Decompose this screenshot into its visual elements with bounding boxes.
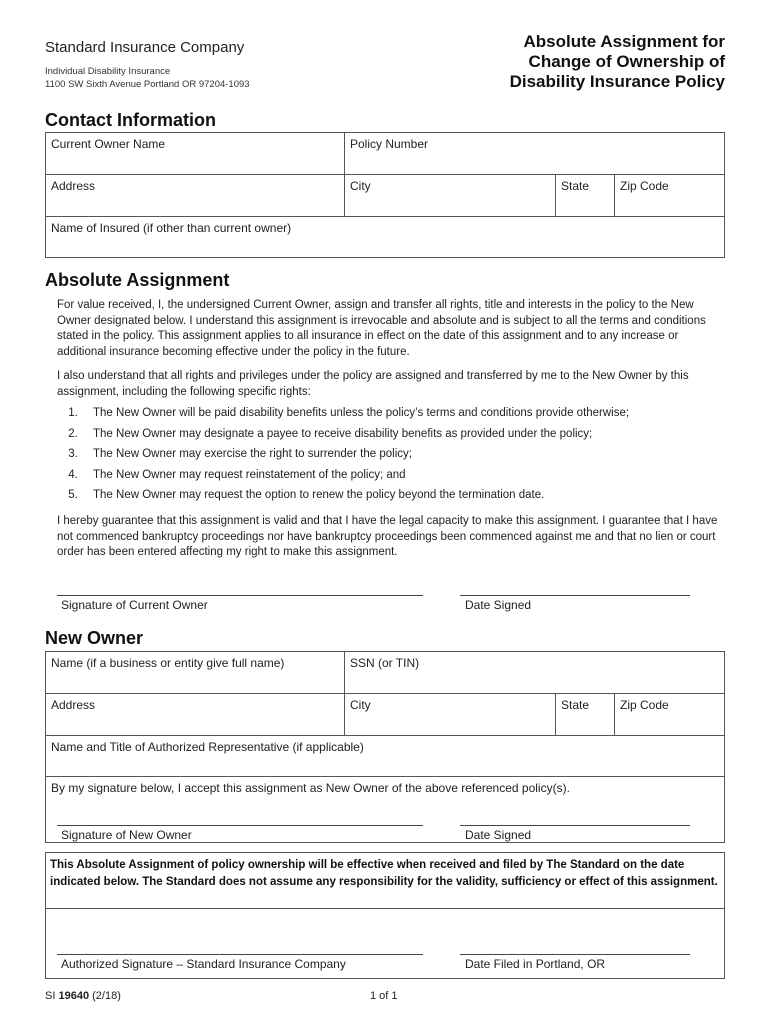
- rights-list: [57, 407, 723, 510]
- new-owner-date-line[interactable]: [460, 825, 690, 826]
- current-owner-signature-line[interactable]: [57, 595, 423, 596]
- assignment-paragraph-2: I also understand that all rights and privileges under the policy are assigned and transferred by me to the New Owner by this assignment, including the following specific rights:: [57, 370, 689, 398]
- current-owner-date-line[interactable]: [460, 595, 690, 596]
- authorized-signature-line[interactable]: [57, 954, 423, 955]
- current-owner-signature-label: Signature of Current Owner: [61, 598, 208, 612]
- owner-zip-field[interactable]: Zip Code: [614, 174, 725, 217]
- list-number: 4.: [68, 468, 78, 481]
- list-text: The New Owner will be paid disability benefits unless the policy’s terms and conditions provide otherwise;: [93, 407, 630, 419]
- list-number: 2.: [68, 427, 78, 440]
- list-number: 3.: [68, 448, 78, 460]
- policy-number-field[interactable]: Policy Number: [344, 132, 725, 175]
- company-name: Standard Insurance Company: [45, 39, 245, 56]
- assignment-paragraph-3: I hereby guarantee that this assignment is valid and that I have the legal capacity to make this assignment. I guarantee that I have not commenced bankruptcy proceedings nor have bankruptcy proceedings been commenced against me and that no lien or court order has been entered affecting my right to make this assignment.: [57, 515, 718, 558]
- new-owner-ssn-field[interactable]: SSN (or TIN): [344, 651, 725, 694]
- authorized-signature-label: Authorized Signature – Standard Insurance Company: [61, 957, 346, 971]
- form-title: [425, 32, 725, 92]
- contact-heading: Contact Information: [45, 110, 216, 130]
- form-date: (2/18): [92, 990, 121, 1002]
- list-text: The New Owner may request the option to renew the policy beyond the termination date.: [93, 489, 545, 501]
- assignment-heading: Absolute Assignment: [45, 270, 230, 290]
- date-filed-label: Date Filed in Portland, OR: [465, 957, 606, 971]
- new-owner-date-label: Date Signed: [465, 828, 532, 842]
- new-owner-signature-line[interactable]: [57, 825, 423, 826]
- form-title-line: Disability Insurance Policy: [509, 72, 725, 91]
- list-item: [57, 469, 723, 490]
- insured-name-field[interactable]: Name of Insured (if other than current owner): [45, 216, 725, 258]
- company-address: 1100 SW Sixth Avenue Portland OR 97204-1093: [45, 79, 250, 90]
- form-title-line: Absolute Assignment for: [523, 32, 725, 51]
- form-title-line: Change of Ownership of: [528, 52, 725, 71]
- list-text: The New Owner may request reinstatement of the policy; and: [93, 468, 406, 481]
- form-prefix: SI: [45, 990, 56, 1002]
- list-item: [57, 428, 723, 449]
- representative-field[interactable]: Name and Title of Authorized Representative (if applicable): [45, 735, 725, 777]
- form-number: 19640: [58, 990, 90, 1002]
- list-item: [57, 489, 723, 510]
- form-id: [45, 990, 121, 1002]
- new-owner-name-field[interactable]: Name (if a business or entity give full name): [45, 651, 345, 694]
- new-owner-zip-field[interactable]: Zip Code: [614, 693, 725, 736]
- owner-state-field[interactable]: State: [555, 174, 615, 217]
- list-text: The New Owner may exercise the right to surrender the policy;: [93, 448, 412, 460]
- list-number: 5.: [68, 489, 78, 501]
- new-owner-city-field[interactable]: City: [344, 693, 556, 736]
- division-name: Individual Disability Insurance: [45, 66, 171, 77]
- list-item: [57, 407, 723, 428]
- new-owner-state-field[interactable]: State: [555, 693, 615, 736]
- list-number: 1.: [68, 407, 78, 419]
- new-owner-signature-label: Signature of New Owner: [61, 828, 192, 842]
- current-owner-date-label: Date Signed: [465, 598, 532, 612]
- current-owner-name-field[interactable]: Current Owner Name: [45, 132, 345, 175]
- office-notice: This Absolute Assignment of policy ownership will be effective when received and filed by The Standard on the date indicated below. The Standard does not assume any responsibility for the validity, sufficiency or effect of this assignment.: [50, 859, 718, 888]
- date-filed-line[interactable]: [460, 954, 690, 955]
- acceptance-text: By my signature below, I accept this assignment as New Owner of the above referenced policy(s).: [51, 781, 570, 795]
- page-number: 1 of 1: [370, 990, 398, 1002]
- list-item: [57, 448, 723, 469]
- owner-address-field[interactable]: Address: [45, 174, 345, 217]
- assignment-paragraph-1: For value received, I, the undersigned Current Owner, assign and transfer all rights, title and interests in the policy to the New Owner designated below. I understand this assignment is irrevocable and absolute and is subject to all the terms and conditions stated in the policy. This assignment applies to all insurance in effect on the date of this assignment and to any increase or additional insurance becoming effective under the policy in the future.: [57, 299, 706, 358]
- list-text: The New Owner may designate a payee to receive disability benefits as provided under the policy;: [93, 427, 593, 440]
- new-owner-address-field[interactable]: Address: [45, 693, 345, 736]
- owner-city-field[interactable]: City: [344, 174, 556, 217]
- new-owner-heading: New Owner: [45, 628, 144, 648]
